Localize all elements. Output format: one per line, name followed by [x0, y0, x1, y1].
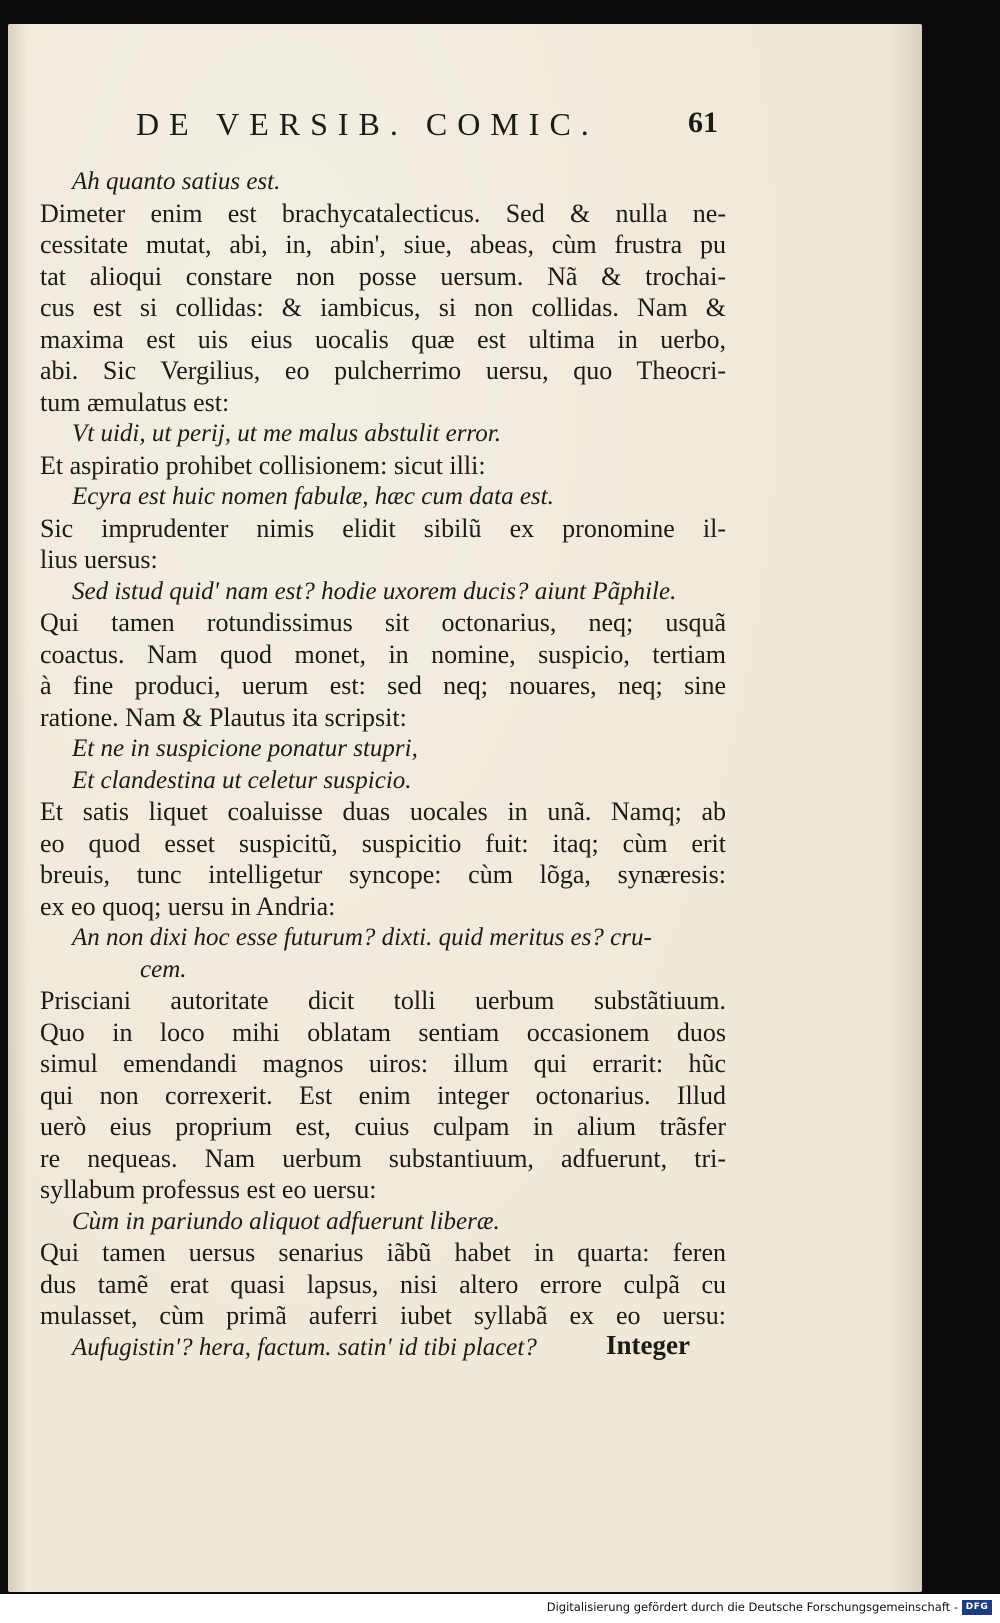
- text-line: Et aspiratio prohibet collisionem: sicut illi:: [40, 450, 486, 480]
- text-line: qui non correxerit. Est enim integer octonarius. Illud: [40, 1080, 726, 1110]
- verse-line: Sed istud quid' nam est? hodie uxorem ducis? aiunt Pãphile.: [72, 577, 677, 605]
- text-line: tat alioqui constare non posse uersum. Nã & trochai-: [40, 261, 726, 291]
- verse-line: Vt uidi, ut perij, ut me malus abstulit error.: [72, 420, 501, 447]
- text-line: re nequeas. Nam uerbum substantiuum, adfuerunt, tri-: [40, 1143, 726, 1173]
- text-line: Qui tamen uersus senarius iãbũ habet in quarta: feren: [40, 1238, 726, 1267]
- text-line: Et satis liquet coaluisse duas uocales in unã. Namq; ab: [40, 797, 726, 826]
- verse-line: An non dixi hoc esse futurum? dixti. quid meritus es? cru-: [72, 924, 652, 951]
- text-line: ex eo quoq; uersu in Andria:: [40, 891, 336, 921]
- verse-line: Ecyra est huic nomen fabulæ, hæc cum data est.: [72, 483, 554, 510]
- running-head: DE VERSIB. COMIC.: [136, 106, 599, 142]
- text-line: mulasset, cùm primã auferri iubet syllabã ex eo uersu:: [40, 1301, 726, 1330]
- text-line: lius uersus:: [40, 545, 158, 574]
- verse-line: Ah quanto satius est.: [72, 168, 281, 195]
- text-line: cus est si collidas: & iambicus, si non collidas. Nam &: [40, 293, 726, 322]
- page-number: 61: [688, 106, 718, 139]
- text-line: Dimeter enim est brachycatalecticus. Sed & nulla ne-: [40, 198, 726, 228]
- text-line: à fine produci, uerum est: sed neq; nouares, neq; sine: [40, 671, 726, 700]
- text-line: maxima est uis eius uocalis quæ est ultima in uerbo,: [40, 324, 726, 354]
- digitization-footer: [0, 1594, 1000, 1623]
- book-page: [8, 24, 922, 1592]
- text-line: Prisciani autoritate dicit tolli uerbum substãtiuum.: [40, 986, 726, 1015]
- text-line: uerò eius proprium est, cuius culpam in alium trãsfer: [40, 1112, 726, 1141]
- verse-line: cem.: [140, 955, 187, 983]
- text-line: Qui tamen rotundissimus sit octonarius, neq; usquã: [40, 608, 726, 637]
- verse-line: Et clandestina ut celetur suspicio.: [72, 766, 412, 794]
- verse-line: Cùm in pariundo aliquot adfuerunt liberæ.: [72, 1207, 500, 1235]
- text-line: dus tamẽ erat quasi lapsus, nisi altero errore culpã cu: [40, 1269, 726, 1299]
- text-line: coactus. Nam quod monet, in nomine, suspicio, tertiam: [40, 639, 726, 669]
- text-line: eo quod esset suspicitũ, suspicitio fuit: itaq; cùm erit: [40, 828, 726, 858]
- text-line: tum æmulatus est:: [40, 387, 230, 417]
- text-line: cessitate mutat, abi, in, abin', siue, abeas, cùm frustra pu: [40, 230, 726, 259]
- text-line: simul emendandi magnos uiros: illum qui errarit: hũc: [40, 1049, 726, 1078]
- verse-line: Aufugistin'? hera, factum. satin' id tibi placet?: [72, 1333, 537, 1361]
- text-line: abi. Sic Vergilius, eo pulcherrimo uersu, quo Theocri-: [40, 356, 726, 385]
- body-text: [40, 166, 726, 1363]
- text-line: breuis, tunc intelligetur syncope: cùm lõga, synæresis:: [40, 860, 726, 889]
- dfg-logo: DFG: [962, 1600, 992, 1615]
- text-line: Sic imprudenter nimis elidit sibilũ ex pronomine il-: [40, 513, 726, 543]
- text-line: syllabum professus est eo uersu:: [40, 1175, 377, 1204]
- catchword: Integer: [606, 1330, 690, 1360]
- funding-credit: Digitalisierung gefördert durch die Deutsche Forschungsgemeinschaft -: [546, 1600, 958, 1614]
- verse-line: Et ne in suspicione ponatur stupri,: [72, 735, 418, 762]
- text-line: Quo in loco mihi oblatam sentiam occasionem duos: [40, 1017, 726, 1047]
- text-line: ratione. Nam & Plautus ita scripsit:: [40, 702, 407, 732]
